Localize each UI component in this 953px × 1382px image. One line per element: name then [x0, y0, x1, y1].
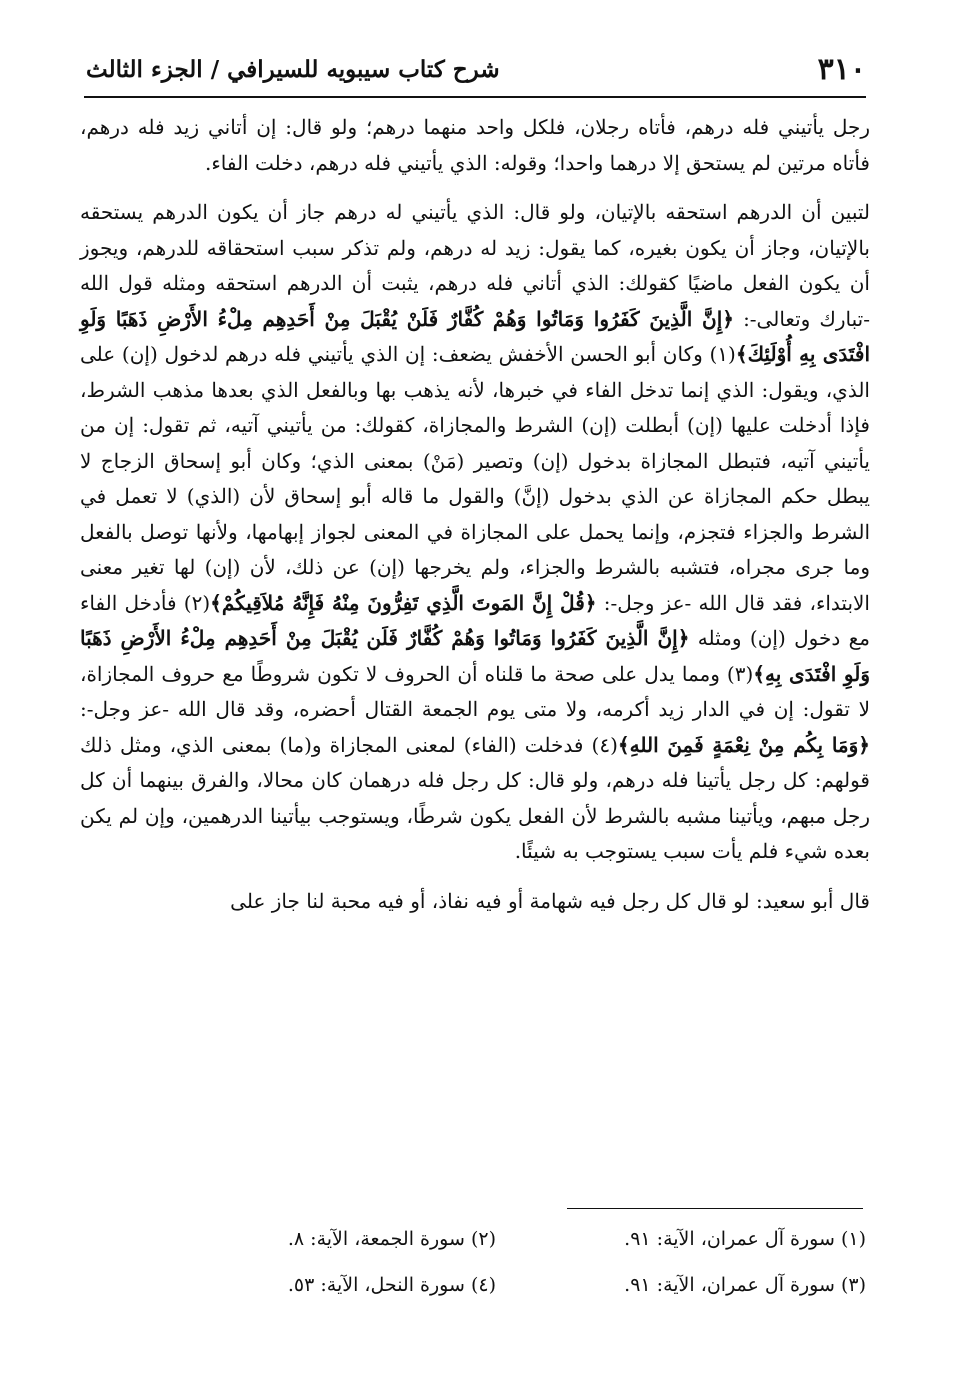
- paragraph-3: [80, 884, 870, 920]
- body-text: [80, 110, 870, 919]
- text-segment: (٢) فأدخل الفاء مع دخول (إن) ومثله: [80, 590, 870, 650]
- text-segment: (٤) فدخلت (الفاء) لمعنى المجازاة و(ما) بمعنى الذي، ومثل ذلك قولهم: كل رجل يأتينا فله درهم، ولو قال: كل رجل فله درهمان كان محالا، والفرق بينهما أن كل رجل مبهم، ويأتينا مشبه بالشرط لأن الفعل يكون شرطًا، ويستوجب بيأتينا الدرهمين، وإن لم يكن بعده شيء فلم يأت سبب يستوجب به شيئًا.: [80, 732, 870, 863]
- text-segment: قال أبو سعيد: لو قال كل رجل فيه شهامة أو فيه نفاذ، أو فيه محبة لنا جاز على: [230, 888, 870, 913]
- quran-verse: ﴿إِنَّ الَّذِينَ كَفَرُوا وَمَاتُوا وَهُمْ كُفَّارٌ فَلَن يُقْبَلَ مِنْ أَحَدِهِم مِلْءُ الأَرْضِ ذَهَبًا وَلَوِ افْتَدَى بِهِ﴾: [80, 626, 870, 686]
- text-segment: رجل يأتيني فله درهم، فأتاه رجلان، فلكل واحد منهما درهم؛ ولو قال: إن أتاني زيد فله درهم، فأتاه مرتين لم يستحق إلا درهما واحدا؛ وقوله: الذي يأتيني فله درهم، دخلت الفاء.: [80, 115, 870, 175]
- quran-verse: ﴿قُلْ إِنَّ المَوتَ الَّذِي تَفِرُّونَ مِنْهُ فَإِنَّهُ مُلاَقِيكُمْ﴾: [210, 590, 597, 615]
- page-number: ٣١٠: [817, 52, 866, 87]
- text-segment: لتبين أن الدرهم استحقه بالإتيان، ولو قال: الذي يأتيني له درهم جاز أن يكون الدرهم يستحقه بالإتيان، وجاز أن يكون بغيره، كما يقول: زيد له درهم، ولم تذكر سبب استحقاقه للدرهم، ويجوز أن يكون الفعل ماضيًا كقولك: الذي أتاني فله درهم، يثبت أن الدرهم استحقه ومثله قول الله -تبارك وتعالى-:: [80, 200, 870, 331]
- text-segment: (١) وكان أبو الحسن الأخفش يضعف: إن الذي يأتيني فله درهم لدخول (إن) على الذي، ويقول: الذي إنما تدخل الفاء في خبرها، لأنه يذهب بها وبالفعل الذي بعدها مذهب الشرط، فإذا أدخلت عليها (إن) أبطلت (إن) الشرط والمجازاة، كقولك: من يأتيني آتيه، ثم تقول: إن من يأتيني آتيه، فتبطل المجازاة بدخول (إن) وتصير (مَنْ) بمعنى الذي؛ وكان أبو إسحاق الزجاج لا يبطل حكم المجازاة عن الذي بدخول (إنَّ) والقول ما قاله أبو إسحاق لأن (الذي) لا تعمل في الشرط والجزاء فتجزم، وإنما يحمل على المجازاة في المعنى لجواز إبهامها، ولأنها توصل بالفعل وما جرى مجراه، فتشبه بالشرط والجزاء، ولم يخرجها (إن) عن ذلك، لأن (إن) لها تغير معنى الابتداء، فقد قال الله -عز وجل-:: [80, 342, 870, 615]
- paragraph-1: [80, 110, 870, 181]
- footnote-divider: [567, 1208, 863, 1209]
- quran-verse: ﴿إِنَّ الَّذِينَ كَفَرُوا وَمَاتُوا وَهُمْ كُفَّارٌ فَلَنْ يُقْبَلَ مِنْ أَحَدِهِم مِلْءُ الأَرْضِ ذَهَبًا وَلَوِ افْتَدَى بِهِ أُوْلَئِكَ﴾: [80, 306, 871, 366]
- running-title: شرح كتاب سيبويه للسيرافي / الجزء الثالث: [86, 56, 500, 83]
- footnote-1: (١) سورة آل عمران، الآية: ٩١.: [624, 1228, 866, 1250]
- text-segment: (٣) ومما يدل على صحة ما قلناه أن الحروف لا تكون شروطًا مع حروف المجازاة، لا تقول: إن في الدار زيد أكرمه، ولا متى يوم الجمعة القتال أحضره، وقد قال الله -عز وجل-:: [80, 661, 870, 721]
- quran-verse: ﴿وَمَا بِكُم مِنْ نِعْمَةٍ فَمِنَ اللهِ﴾: [617, 732, 871, 757]
- header-divider: [84, 96, 866, 98]
- footnote-4: (٤) سورة النحل، الآية: ٥٣.: [287, 1274, 496, 1296]
- paragraph-2: [80, 195, 870, 870]
- footnote-3: (٣) سورة آل عمران، الآية: ٩١.: [624, 1274, 866, 1296]
- page-header: [86, 52, 866, 92]
- footnote-2: (٢) سورة الجمعة، الآية: ٨.: [287, 1228, 496, 1250]
